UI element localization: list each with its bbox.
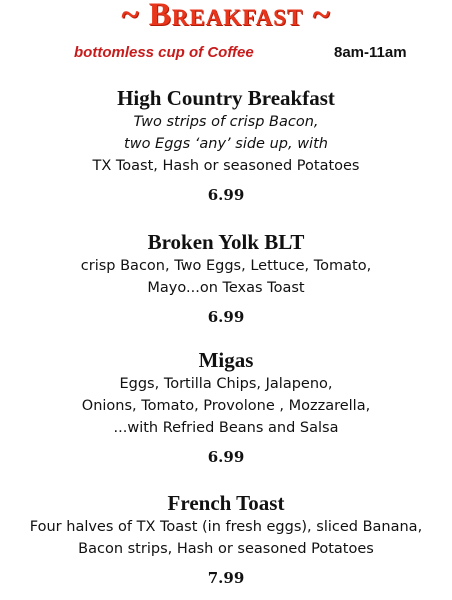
item-description-line: two Eggs ‘any’ side up, with [124,136,328,152]
item-name: High Country Breakfast [117,86,335,110]
menu-item-high-country-breakfast [0,85,452,207]
item-description-line: Mayo...on Texas Toast [147,280,305,296]
menu-item-french-toast [0,490,452,590]
item-description-line: crisp Bacon, Two Eggs, Lettuce, Tomato, [80,258,372,274]
item-price: 6.99 [207,186,245,204]
item-name: French Toast [167,491,285,515]
item-name: Broken Yolk BLT [147,230,305,254]
serving-hours: 8am-11am [334,44,407,61]
item-description-line: TX Toast, Hash or seasoned Potatoes [92,158,360,174]
menu-item-broken-yolk-blt [0,229,452,329]
item-price: 6.99 [207,448,245,466]
menu-title: ~ Breakfast ~ [121,0,331,33]
coffee-note: bottomless cup of Coffee [74,44,254,61]
menu-item-migas [0,347,452,469]
item-description-line: ...with Refried Beans and Salsa [113,420,339,436]
item-description-line: Onions, Tomato, Provolone , Mozzarella, [81,398,371,414]
item-price: 7.99 [207,569,245,587]
item-description-line: Four halves of TX Toast (in fresh eggs), sliced Banana, [29,519,423,535]
item-description-line: Two strips of crisp Bacon, [133,114,319,130]
item-name: Migas [198,348,254,372]
item-description-line: Eggs, Tortilla Chips, Jalapeno, [119,376,333,392]
item-description-line: Bacon strips, Hash or seasoned Potatoes [78,541,374,557]
item-price: 6.99 [207,308,245,326]
